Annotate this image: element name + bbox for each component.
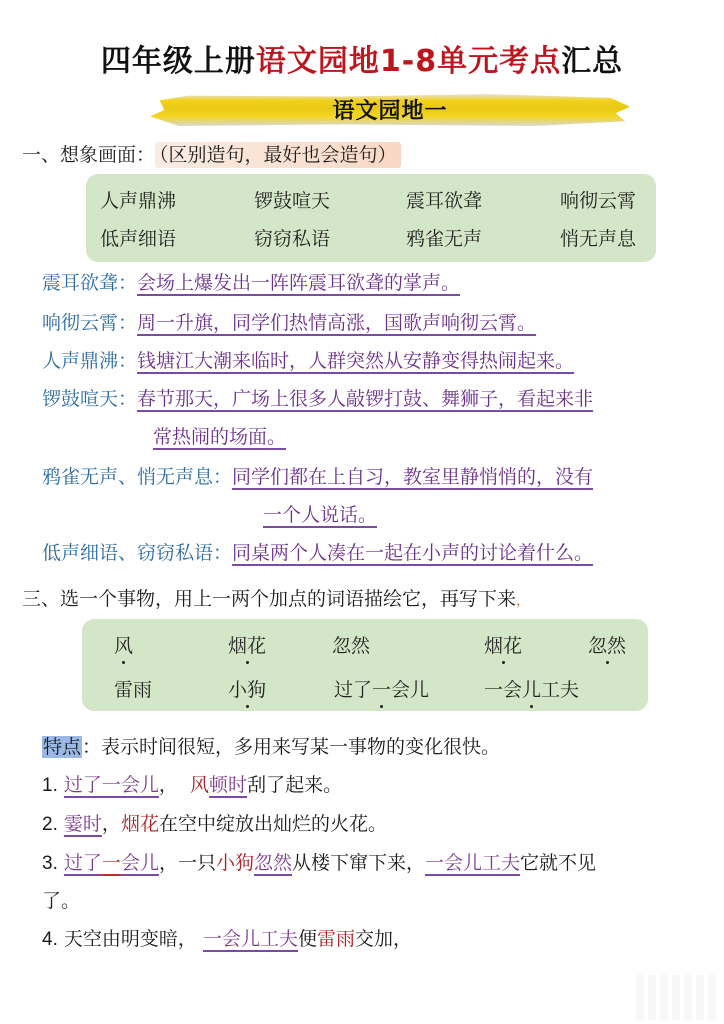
vocab-word: 鸦雀无声 bbox=[406, 228, 483, 250]
example-row bbox=[42, 346, 574, 373]
example-item-1 bbox=[42, 770, 342, 797]
example-sentence: 钱塘江大潮来临时，人群突然从安静变得热闹起来。 bbox=[137, 350, 575, 372]
vocab-word: 响彻云霄 bbox=[560, 190, 637, 212]
title-part3: 汇总 bbox=[561, 44, 624, 79]
example-sentence: 周一升旗，同学们热情高涨，国歌声响彻云霄。 bbox=[137, 312, 537, 334]
keyword: 过了 bbox=[63, 852, 102, 874]
example-item-3-cont bbox=[42, 886, 80, 913]
vocabulary-box bbox=[86, 174, 656, 262]
dotted-word: 忽然 bbox=[588, 631, 626, 658]
example-term: 锣鼓喧天： bbox=[42, 388, 138, 410]
example-item-3 bbox=[42, 848, 596, 875]
section1-heading-text: 一、想象画面： bbox=[22, 144, 156, 166]
text: 在空中绽放出灿烂的火花。 bbox=[158, 813, 387, 835]
example-sentence: 春节那天，广场上很多人敲锣打鼓、舞狮子，看起来非 bbox=[137, 388, 594, 410]
section3-heading-text: 三、选一个事物，用上一两个加点的词语描绘它，再写下来 bbox=[22, 588, 517, 610]
dotted-word: 过了一会儿 bbox=[334, 675, 429, 702]
text: 从楼下窜下来， bbox=[292, 852, 426, 874]
vocab-word: 震耳欲聋 bbox=[406, 190, 483, 212]
example-item-4 bbox=[42, 924, 412, 951]
section3-heading-end: ， bbox=[516, 593, 531, 609]
subject: 烟花 bbox=[120, 813, 159, 835]
title-part1: 四年级上册 bbox=[100, 44, 256, 79]
dotted-word: 烟花 bbox=[484, 631, 522, 658]
vocab-word: 低声细语 bbox=[100, 228, 177, 250]
item-number: 2. bbox=[42, 814, 58, 835]
example-term: 响彻云霄： bbox=[42, 312, 138, 334]
example-row bbox=[42, 384, 593, 411]
dotted-word: 风 bbox=[114, 631, 133, 658]
subject: 风 bbox=[190, 774, 210, 796]
keyword: 过了一会儿 bbox=[63, 774, 159, 796]
text: ，一只 bbox=[158, 852, 216, 874]
dotted-word: 一会儿工夫 bbox=[484, 675, 579, 702]
example-sentence: 会场上爆发出一阵阵震耳欲聋的掌声。 bbox=[137, 272, 461, 294]
example-row-cont bbox=[153, 422, 286, 449]
keyword: 一会儿工夫 bbox=[425, 852, 521, 874]
example-term: 低声细语、窃窃私语： bbox=[42, 542, 233, 564]
section1-note: （区别造句，最好也会造句） bbox=[155, 142, 401, 168]
example-row-cont bbox=[263, 500, 377, 527]
keyword: 一会儿工夫 bbox=[202, 928, 298, 950]
subject: 雷雨 bbox=[317, 928, 356, 950]
section1-heading bbox=[22, 140, 401, 167]
vocab-word: 窃窃私语 bbox=[254, 228, 331, 250]
example-row bbox=[42, 308, 536, 335]
dotted-word: 烟花 bbox=[228, 631, 266, 658]
punct: ， bbox=[101, 813, 121, 835]
example-item-2 bbox=[42, 809, 387, 836]
banner-label: 语文园地一 bbox=[332, 99, 448, 124]
vocab-word: 悄无声息 bbox=[560, 228, 637, 250]
vocab-word: 人声鼎沸 bbox=[100, 190, 177, 212]
keyword: 忽然 bbox=[253, 852, 292, 874]
example-term: 鸦雀无声、悄无声息： bbox=[42, 466, 233, 488]
example-term: 震耳欲聋： bbox=[42, 272, 138, 294]
keyword: 霎时 bbox=[63, 813, 102, 835]
example-term: 人声鼎沸： bbox=[42, 350, 138, 372]
example-row bbox=[42, 462, 593, 489]
dotted-word: 雷雨 bbox=[114, 679, 153, 701]
text: 天空由明变暗， bbox=[63, 928, 197, 950]
example-row bbox=[42, 268, 460, 295]
title-part2: 语文园地1-8单元考点 bbox=[255, 44, 562, 79]
text: 它就不见 bbox=[520, 852, 597, 874]
section3-heading bbox=[22, 584, 530, 611]
item-number: 3. bbox=[42, 853, 58, 874]
section-banner bbox=[150, 90, 630, 130]
dotted-words-box bbox=[82, 619, 648, 711]
keyword: 顿时 bbox=[209, 774, 248, 796]
item-number: 1. bbox=[42, 775, 58, 796]
feature-text: ：表示时间很短，多用来写某一事物的变化很快。 bbox=[82, 736, 501, 758]
example-sentence: 同学们都在上自习，教室里静悄悄的，没有 bbox=[232, 466, 594, 488]
example-sentence-cont: 常热闹的场面。 bbox=[153, 426, 287, 448]
corner-decoration bbox=[636, 975, 716, 1020]
dotted-word: 忽然 bbox=[332, 635, 371, 657]
dotted-word: 小狗 bbox=[228, 675, 266, 702]
text: 了。 bbox=[42, 890, 81, 912]
example-sentence: 同桌两个人凑在一起在小声的讨论着什么。 bbox=[232, 542, 594, 564]
example-row bbox=[42, 538, 593, 565]
keyword: 会儿 bbox=[120, 852, 159, 874]
text: 便 bbox=[297, 928, 317, 950]
text: 刮了起来。 bbox=[247, 774, 343, 796]
feature-line bbox=[42, 732, 500, 759]
vocab-word: 锣鼓喧天 bbox=[254, 190, 331, 212]
keyword: 一 bbox=[101, 852, 121, 874]
text: 交加， bbox=[355, 928, 413, 950]
punct: ， bbox=[158, 774, 178, 796]
feature-label: 特点 bbox=[43, 736, 82, 758]
item-number: 4. bbox=[42, 929, 58, 950]
subject: 小狗 bbox=[215, 852, 254, 874]
example-sentence-cont: 一个人说话。 bbox=[263, 504, 378, 526]
page-title bbox=[0, 36, 724, 80]
